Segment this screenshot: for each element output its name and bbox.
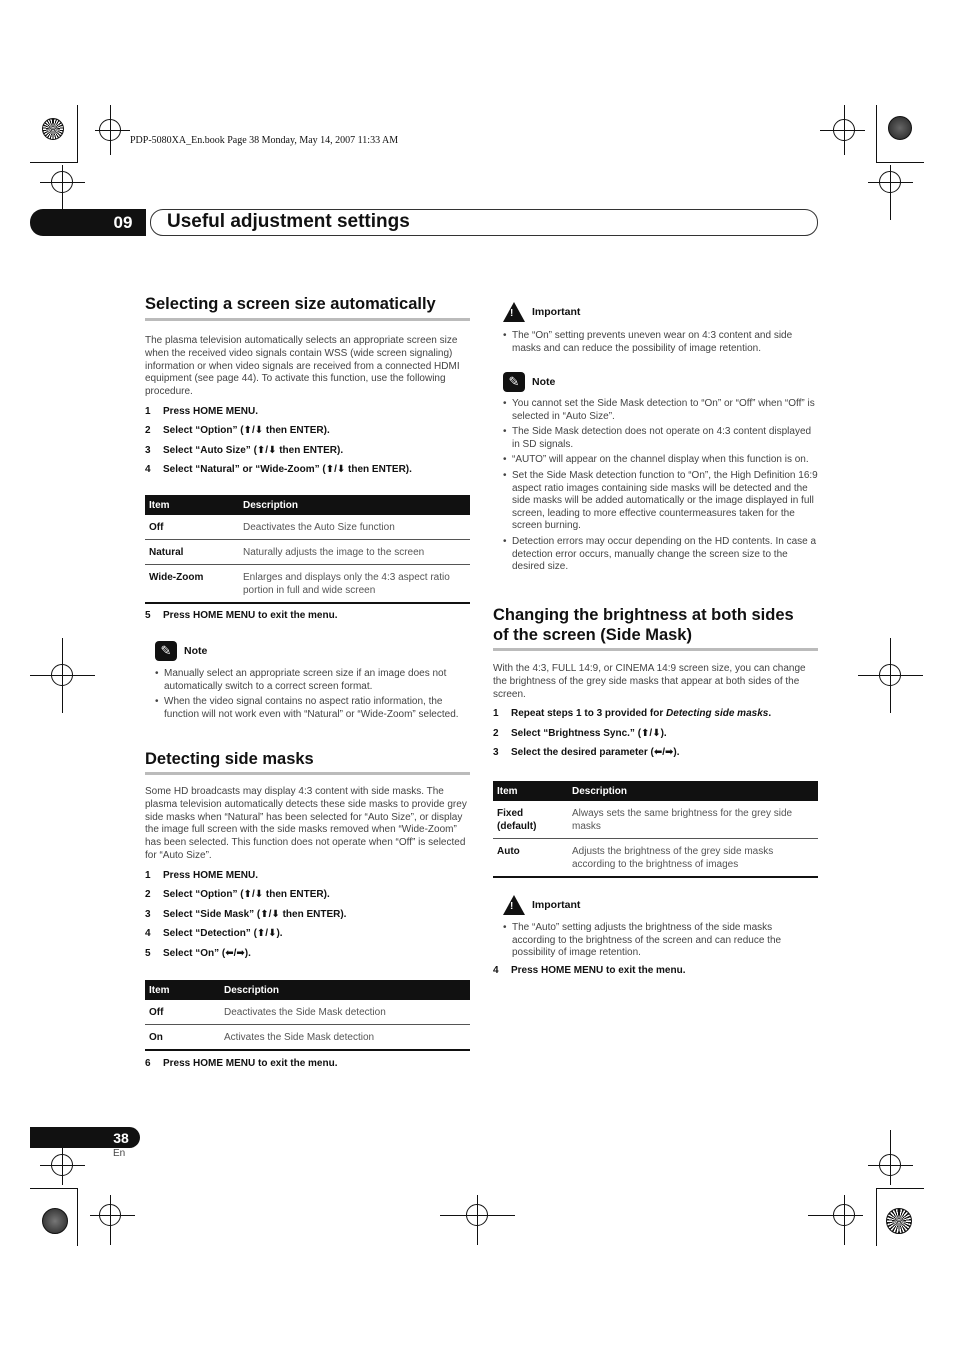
table-header: Item — [145, 980, 220, 1000]
crosshair-icon — [879, 664, 901, 686]
step-4: 4 Select “Detection” (⬆/⬇). — [145, 928, 283, 940]
registration-target-icon — [42, 118, 64, 140]
crosshair-icon — [833, 1204, 855, 1226]
important-block — [503, 302, 818, 358]
note-pencil-icon: ✎ — [155, 641, 177, 661]
crosshair-icon — [879, 171, 901, 193]
important-item: • The “On” setting prevents uneven wear on 4:3 content and side masks and can reduce the possibility of image retention. — [503, 330, 818, 355]
table-header: Description — [568, 781, 818, 801]
step-3: 3 Select “Side Mask” (⬆/⬇ then ENTER). — [145, 908, 347, 920]
step-1: 1 Repeat steps 1 to 3 provided for Detecting side masks. — [493, 708, 772, 720]
section-title-line2: of the screen (Side Mask) — [493, 626, 692, 644]
crosshair-icon — [51, 171, 73, 193]
section-brightness-side-mask — [493, 605, 818, 759]
section-intro: With the 4:3, FULL 14:9, or CINEMA 14:9 screen size, you can change the brightness of the grey side masks that appear at both sides of the screen. — [493, 663, 806, 700]
important-item: • The “Auto” setting adjusts the brightness of the side masks according to the brightness of the screen and can reduce the possibility of image retention. — [503, 922, 818, 960]
warning-icon: ! — [503, 895, 525, 915]
step-4: 4 Press HOME MENU to exit the menu. — [493, 965, 686, 976]
table-header: Description — [239, 495, 470, 515]
chapter-title: Useful adjustment settings — [167, 211, 410, 232]
registration-target-icon — [42, 1208, 68, 1234]
section-title: Detecting side masks — [145, 750, 314, 768]
important-block — [503, 895, 818, 963]
table-header: Item — [493, 781, 568, 801]
crosshair-icon — [879, 1154, 901, 1176]
step-3: 3 Select the desired parameter (⬅/➡). — [493, 747, 680, 759]
section-rule — [145, 772, 470, 775]
chapter-number: 09 — [113, 212, 133, 232]
note-pencil-icon: ✎ — [503, 372, 525, 392]
brightness-sync-table — [493, 781, 818, 878]
step-5: 5 Select “On” (⬅/➡). — [145, 947, 251, 959]
table-row: Off Deactivates the Auto Size function — [145, 515, 470, 540]
table-row: Auto Adjusts the brightness of the grey side masks according to the brightness of images — [493, 839, 818, 878]
section-rule — [145, 318, 470, 321]
note-label: Note — [184, 645, 208, 657]
step-2: 2 Select “Option” (⬆/⬇ then ENTER). — [145, 425, 330, 437]
auto-size-table — [145, 495, 470, 604]
crosshair-icon — [51, 1154, 73, 1176]
step-2: 2 Select “Option” (⬆/⬇ then ENTER). — [145, 889, 330, 901]
note-item: • Manually select an appropriate screen size if an image does not automatically switch to a correct screen format. — [155, 668, 469, 693]
print-meta-line: PDP-5080XA_En.book Page 38 Monday, May 14, 2007 11:33 AM — [130, 135, 399, 146]
table-row: Wide-Zoom Enlarges and displays only the 4:3 aspect ratio portion in full and wide screen — [145, 565, 470, 604]
table-row: On Activates the Side Mask detection — [145, 1025, 470, 1051]
note-item: • Detection errors may occur depending on the HD contents. In case a detection error occurs, manually change the screen size to the desired size. — [503, 536, 818, 574]
note-item: • Set the Side Mask detection function to “On”, the High Definition 16:9 aspect ratio images containing side masks will be detected and the side masks will be added automatically or the image displayed in full screen, leading to more effective countermeasures taken for the screen burning. — [503, 470, 818, 533]
note-item: • When the video signal contains no aspect ratio information, the function will not work even with “Natural” or “Wide-Zoom” selected. — [155, 696, 469, 721]
section-title: Selecting a screen size automatically — [145, 295, 436, 313]
registration-target-icon — [888, 116, 912, 140]
step-3: 3 Select “Auto Size” (⬆/⬇ then ENTER). — [145, 444, 344, 456]
section-intro: The plasma television automatically selects an appropriate screen size when the received video signals contain WSS (wide screen signaling) information or when video signals are received from a connected HDMI equipment (see page 44). To activate this function, use the following procedure. — [145, 335, 460, 398]
crosshair-icon — [833, 119, 855, 141]
important-label: Important — [532, 899, 581, 911]
registration-target-icon — [886, 1208, 912, 1234]
crosshair-icon — [51, 664, 73, 686]
crosshair-icon — [99, 119, 121, 141]
table-row: Off Deactivates the Side Mask detection — [145, 1000, 470, 1025]
crosshair-icon — [99, 1204, 121, 1226]
page-number: 38 — [113, 1129, 129, 1146]
section-title-line1: Changing the brightness at both sides — [493, 606, 794, 624]
step-6: 6 Press HOME MENU to exit the menu. — [145, 1058, 338, 1069]
note-item: • “AUTO” will appear on the channel display when this function is on. — [503, 454, 818, 467]
table-header: Description — [220, 980, 470, 1000]
language-label: En — [113, 1148, 126, 1159]
step-5: 5 Press HOME MENU to exit the menu. — [145, 610, 338, 621]
step-1: 1 Press HOME MENU. — [145, 869, 259, 881]
chapter-number-chip — [30, 209, 146, 236]
step-1: 1 Press HOME MENU. — [145, 405, 259, 417]
important-label: Important — [532, 306, 581, 318]
table-header: Item — [145, 495, 239, 515]
note-item: • You cannot set the Side Mask detection to “On” or “Off” when “Off” is selected in “Auto Size”. — [503, 398, 818, 423]
note-block — [503, 372, 818, 577]
note-item: • The Side Mask detection does not operate on 4:3 content displayed in SD signals. — [503, 426, 818, 451]
note-label: Note — [532, 376, 556, 388]
section-rule — [493, 648, 818, 651]
side-mask-table — [145, 980, 470, 1051]
section-intro: Some HD broadcasts may display 4:3 content with side masks. The plasma television automatically detects these side masks to provide grey side masks when “Natural” has been selected for “Auto Size”, or display the image full screen with the side masks removed when “Wide-Zoom” has been selected. This function does not operate when “Off” is selected for “Auto Size”. — [145, 786, 467, 861]
section-auto-size — [145, 294, 470, 476]
section-detecting-side-masks — [145, 749, 470, 960]
page-number-chip — [30, 1127, 140, 1148]
table-row: Fixed (default) Always sets the same brightness for the grey side masks — [493, 801, 818, 839]
note-block — [155, 641, 469, 724]
crosshair-icon — [466, 1204, 488, 1226]
table-row: Natural Naturally adjusts the image to the screen — [145, 540, 470, 565]
step-4: 4 Select “Natural” or “Wide-Zoom” (⬆/⬇ then ENTER). — [145, 464, 412, 476]
step-2: 2 Select “Brightness Sync.” (⬆/⬇). — [493, 727, 667, 739]
warning-icon: ! — [503, 302, 525, 322]
